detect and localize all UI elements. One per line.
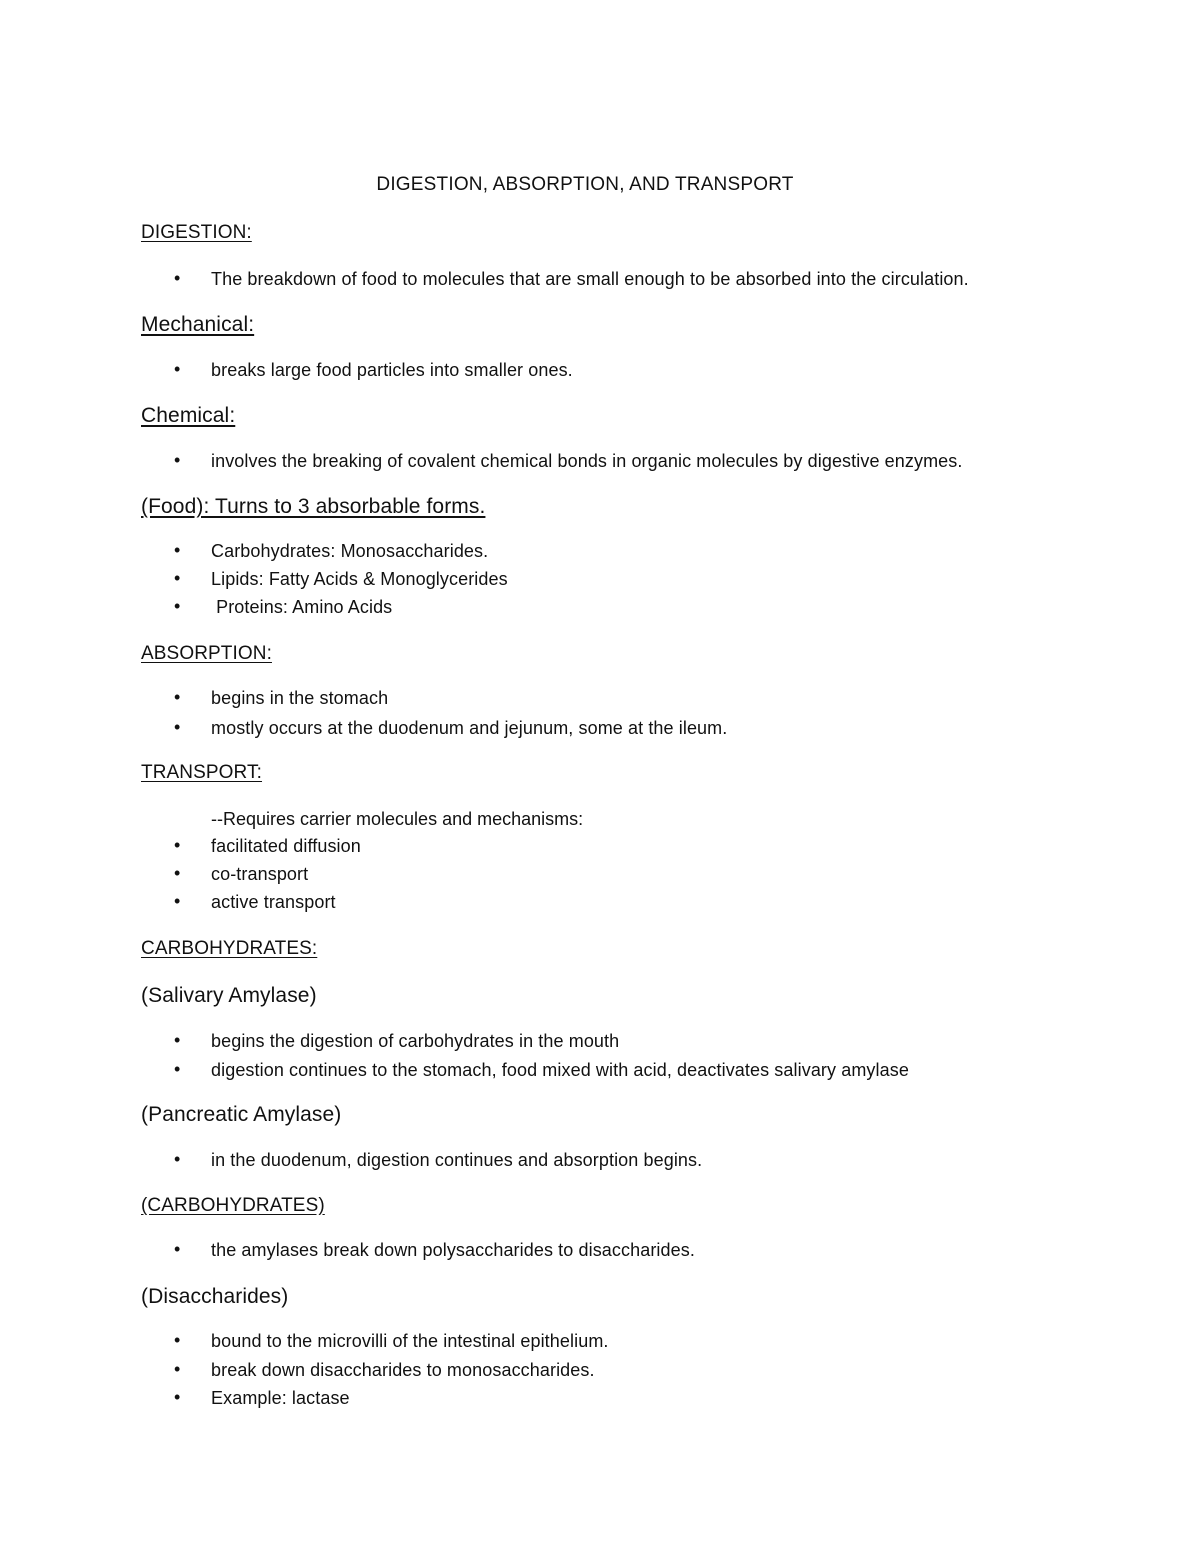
heading-chemical: Chemical: xyxy=(141,404,236,427)
list-item xyxy=(174,687,389,709)
bullet-icon: • xyxy=(174,1059,181,1079)
list-item-text: Example: lactase xyxy=(211,1388,350,1408)
heading-salivary-amylase: (Salivary Amylase) xyxy=(141,984,317,1007)
bullet-icon: • xyxy=(174,450,181,470)
heading-carbohydrates-2: (CARBOHYDRATES) xyxy=(141,1195,325,1216)
heading-digestion: DIGESTION: xyxy=(141,222,252,243)
bullet-icon: • xyxy=(174,1359,181,1379)
list-item-text: Proteins: Amino Acids xyxy=(211,597,393,617)
list-item xyxy=(174,596,393,618)
list-item xyxy=(174,1359,595,1381)
list-item-text: Lipids: Fatty Acids & Monoglycerides xyxy=(211,569,508,589)
bullet-icon: • xyxy=(174,835,181,855)
bullet-icon: • xyxy=(174,717,181,737)
heading-disaccharides: (Disaccharides) xyxy=(141,1285,289,1308)
transport-note: --Requires carrier molecules and mechanisms: xyxy=(211,809,584,829)
list-item-text: facilitated diffusion xyxy=(211,836,361,856)
list-item xyxy=(174,1330,609,1352)
bullet-icon: • xyxy=(174,268,181,288)
list-item xyxy=(174,268,969,290)
list-item-text: active transport xyxy=(211,892,336,912)
list-item xyxy=(174,540,489,562)
bullet-icon: • xyxy=(174,359,181,379)
list-item xyxy=(174,891,336,913)
bullet-icon: • xyxy=(174,568,181,588)
list-item xyxy=(174,1030,620,1052)
list-item-text: bound to the microvilli of the intestinal epithelium. xyxy=(211,1331,609,1351)
bullet-icon: • xyxy=(174,1387,181,1407)
bullet-icon: • xyxy=(174,891,181,911)
list-item-text: begins in the stomach xyxy=(211,688,389,708)
list-item-text: in the duodenum, digestion continues and absorption begins. xyxy=(211,1150,703,1170)
list-item xyxy=(174,835,361,857)
bullet-icon: • xyxy=(174,687,181,707)
list-item xyxy=(174,1387,350,1409)
list-item-text: the amylases break down polysaccharides to disaccharides. xyxy=(211,1240,695,1260)
heading-absorption: ABSORPTION: xyxy=(141,643,272,664)
list-item-text: Carbohydrates: Monosaccharides. xyxy=(211,541,489,561)
list-item xyxy=(174,1239,695,1261)
list-item xyxy=(174,450,963,472)
list-item xyxy=(174,1059,909,1081)
bullet-icon: • xyxy=(174,596,181,616)
heading-food: (Food): Turns to 3 absorbable forms. xyxy=(141,495,486,518)
heading-transport: TRANSPORT: xyxy=(141,762,263,783)
list-item xyxy=(174,863,309,885)
list-item-text: begins the digestion of carbohydrates in the mouth xyxy=(211,1031,620,1051)
list-item-text: involves the breaking of covalent chemical bonds in organic molecules by digestive enzymes. xyxy=(211,451,963,471)
list-item xyxy=(174,717,728,739)
bullet-icon: • xyxy=(174,1030,181,1050)
bullet-icon: • xyxy=(174,1239,181,1259)
heading-carbohydrates: CARBOHYDRATES: xyxy=(141,938,318,959)
heading-mechanical: Mechanical: xyxy=(141,313,255,336)
list-item xyxy=(174,359,573,381)
list-item-text: co-transport xyxy=(211,864,309,884)
document-title: DIGESTION, ABSORPTION, AND TRANSPORT xyxy=(376,174,794,195)
bullet-icon: • xyxy=(174,1330,181,1350)
list-item xyxy=(174,568,508,590)
bullet-icon: • xyxy=(174,863,181,883)
bullet-icon: • xyxy=(174,1149,181,1169)
list-item-text: break down disaccharides to monosaccharides. xyxy=(211,1360,595,1380)
list-item-text: mostly occurs at the duodenum and jejunum, some at the ileum. xyxy=(211,718,728,738)
heading-pancreatic-amylase: (Pancreatic Amylase) xyxy=(141,1103,342,1126)
bullet-icon: • xyxy=(174,540,181,560)
list-item-text: digestion continues to the stomach, food mixed with acid, deactivates salivary amylase xyxy=(211,1060,909,1080)
list-item-text: The breakdown of food to molecules that are small enough to be absorbed into the circulation. xyxy=(211,269,969,289)
list-item-text: breaks large food particles into smaller ones. xyxy=(211,360,573,380)
list-item xyxy=(174,1149,703,1171)
